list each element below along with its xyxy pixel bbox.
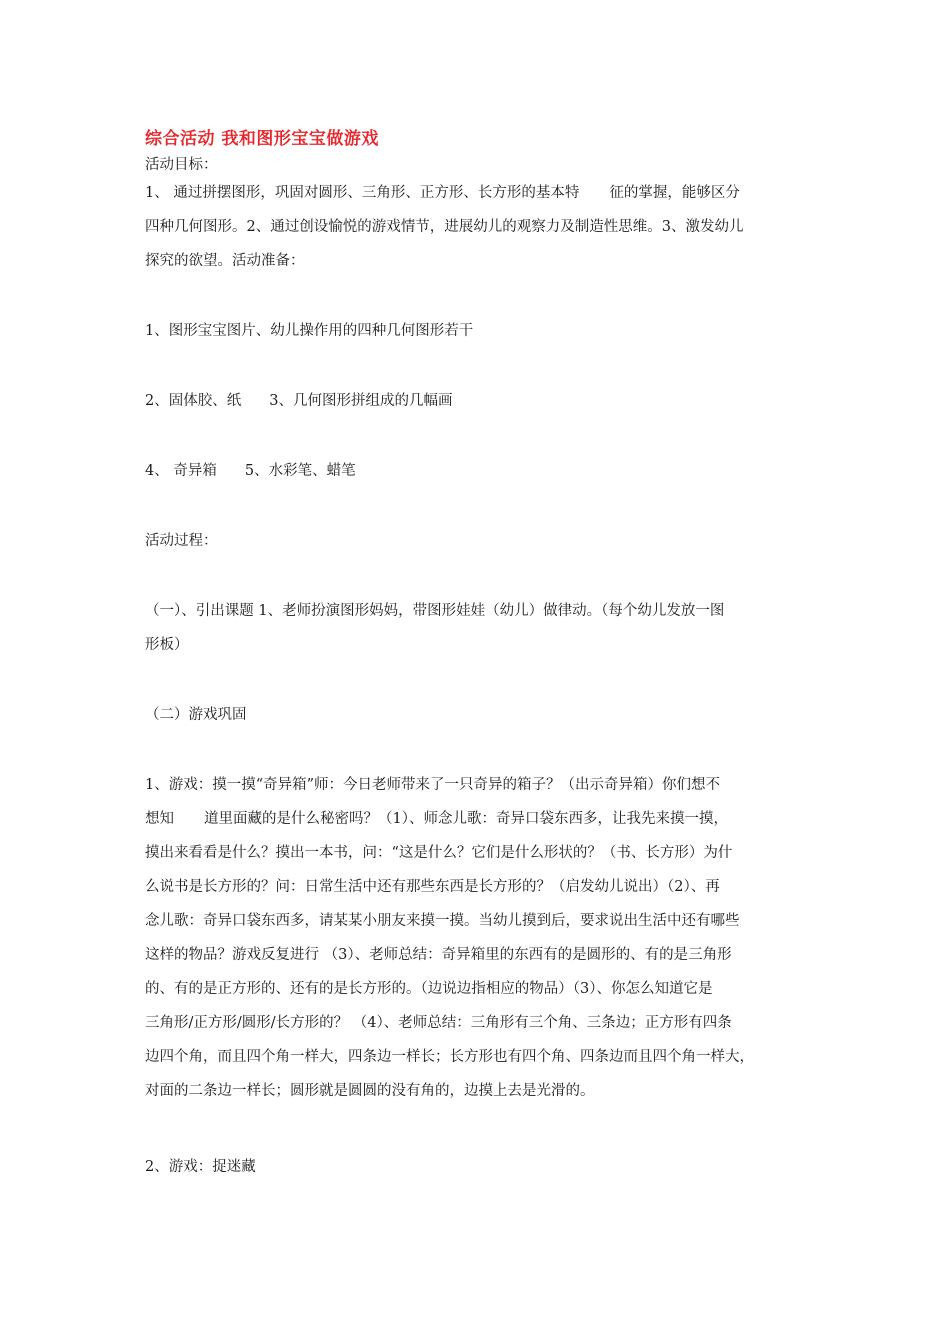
game-1-line-3: 摸出来看看是什么？摸出一本书，问：“这是什么？它们是什么形状的？（书、长方形）为什 <box>145 845 733 861</box>
prep-row-2 <box>145 384 825 418</box>
game-1-line-1: 1、游戏：摸一摸“奇异箱”师：今日老师带来了一只奇异的箱子？（出示奇异箱）你们想不 <box>145 777 721 793</box>
prep-item-3: 3、几何图形拼组成的几幅画 <box>269 393 453 409</box>
goals-line-2: 四种几何图形。2、通过创设愉悦的游戏情节，进展幼儿的观察力及制造性思维。3、激发幼儿 <box>145 219 744 235</box>
prep-item-1: 1、图形宝宝图片、幼儿操作用的四种几何图形若干 <box>145 323 474 339</box>
game-1-line-2a: 想知 <box>145 811 174 827</box>
game-1-line-2b: 道里面藏的是什么秘密吗？（1）、师念儿歌：奇异口袋东西多，让我先来摸一摸， <box>204 811 728 827</box>
goals-text <box>145 176 825 278</box>
goals-line-1a: 1、 通过拼摆图形，巩固对圆形、三角形、正方形、长方形的基本特 <box>145 185 580 201</box>
game-1-line-10: 对面的二条边一样长；圆形就是圆圆的没有角的，边摸上去是光滑的。 <box>145 1083 595 1099</box>
goals-heading: 活动目标： <box>145 157 218 173</box>
prep-row-3 <box>145 454 825 488</box>
game-1-line-5: 念儿歌：奇异口袋东西多，请某某小朋友来摸一摸。当幼儿摸到后，要求说出生活中还有哪些 <box>145 913 740 929</box>
process-heading: 活动过程： <box>145 533 218 549</box>
game-1-line-4: 么说书是长方形的？问：日常生活中还有那些东西是长方形的？（启发幼儿说出）（2）、再 <box>145 879 720 895</box>
game-1-line-9: 边四个角，而且四个角一样大，四条边一样长；长方形也有四个角、四条边而且四个角一样大， <box>145 1049 754 1065</box>
prep-item-2: 2、固体胶、纸 <box>145 393 242 409</box>
game-1 <box>145 768 825 1108</box>
section-1-line-1: （一）、引出课题 1、老师扮演图形妈妈，带图形娃娃（幼儿）做律动。（每个幼儿发放一图 <box>145 603 725 619</box>
section-1-line-2: 形板） <box>145 637 189 653</box>
prep-item-4: 4、 奇异箱 <box>145 463 217 479</box>
document-title: 综合活动 我和图形宝宝做游戏 <box>145 129 379 149</box>
game-1-line-8: 三角形/正方形/圆形/长方形的？ （4）、老师总结：三角形有三个角、三条边；正方形有四条 <box>145 1015 732 1031</box>
prep-item-5: 5、水彩笔、蜡笔 <box>244 463 356 479</box>
game-2-heading: 2、游戏：捉迷藏 <box>145 1159 256 1175</box>
goals-line-1b: 征的掌握，能够区分 <box>609 185 740 201</box>
goals-line-3: 探究的欲望。活动准备： <box>145 253 305 269</box>
game-1-line-6: 这样的物品？游戏反复进行 （3）、老师总结：奇异箱里的东西有的是圆形的、有的是三角形 <box>145 947 732 963</box>
section-1 <box>145 594 825 662</box>
game-1-line-7: 的、有的是正方形的、还有的是长方形的。（边说边指相应的物品）（3）、你怎么知道它是 <box>145 981 713 997</box>
section-2-heading: （二）游戏巩固 <box>145 707 247 723</box>
